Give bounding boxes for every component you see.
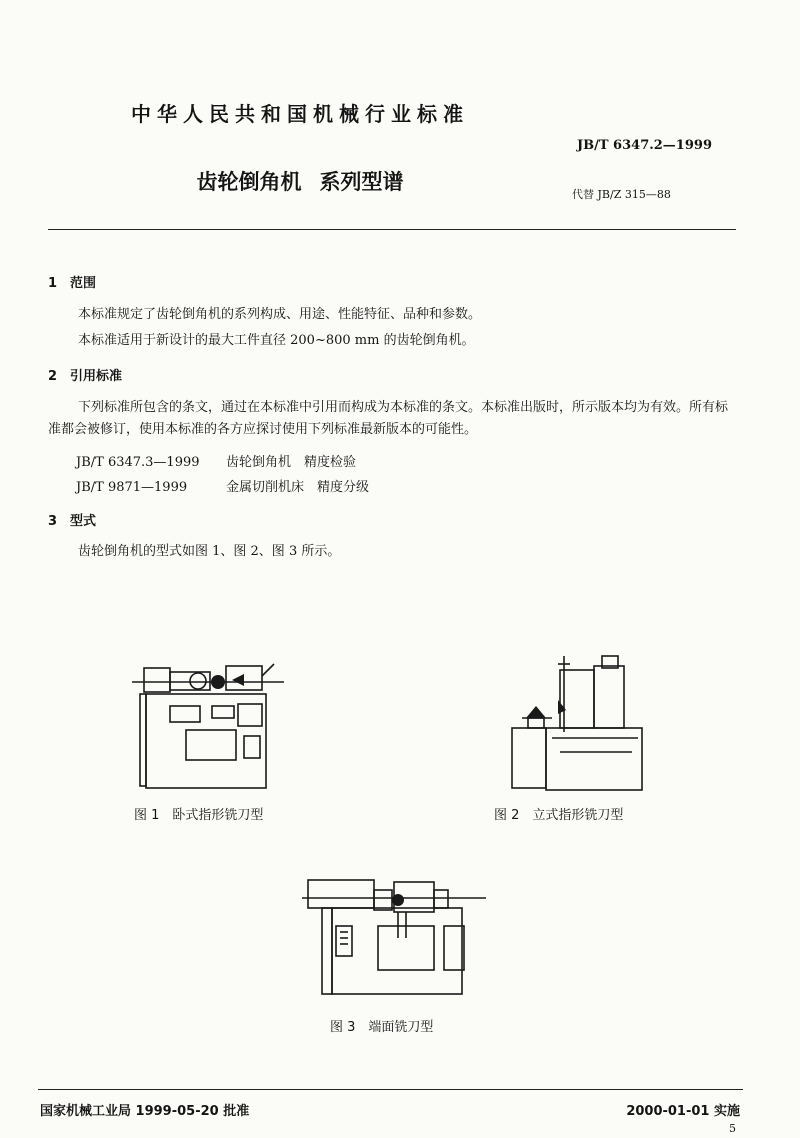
figure-3-label: 图 3	[330, 1020, 356, 1035]
effective-date: 2000-01-01 实施	[626, 1104, 740, 1119]
section-1-paragraph-2: 本标准适用于新设计的最大工件直径 200~800 mm 的齿轮倒角机。	[78, 333, 475, 348]
reference-title: 齿轮倒角机 精度检验	[226, 455, 357, 470]
figure-2-label: 图 2	[494, 808, 520, 823]
figure-2-title: 立式指形铣刀型	[532, 808, 624, 823]
reference-item	[76, 476, 369, 495]
figure-2-drawing	[502, 652, 652, 794]
document-title-part1: 齿轮倒角机	[196, 170, 302, 194]
figure-3-title: 端面铣刀型	[368, 1020, 434, 1035]
section-1-paragraph-1: 本标准规定了齿轮倒角机的系列构成、用途、性能特征、品种和参数。	[78, 307, 482, 322]
section-2-number: 2	[48, 369, 58, 384]
section-1-number: 1	[48, 276, 58, 291]
section-3-paragraph: 齿轮倒角机的型式如图 1、图 2、图 3 所示。	[78, 544, 341, 559]
page-number: 5	[729, 1122, 736, 1135]
reference-code: JB/T 6347.3—1999	[76, 455, 200, 470]
replaces-note: 代替 JB/Z 315—88	[572, 188, 671, 201]
section-2-heading	[48, 365, 122, 384]
document-title	[0, 166, 600, 196]
section-3-number: 3	[48, 514, 58, 529]
figure-1-drawing	[128, 656, 288, 794]
issuing-standard-title: 中华人民共和国机械行业标准	[131, 102, 469, 126]
reference-code: JB/T 9871—1999	[76, 480, 188, 495]
standard-code: JB/T 6347.2—1999	[576, 138, 712, 153]
figure-3-caption	[330, 1016, 433, 1035]
figure-2-caption	[494, 804, 623, 823]
reference-item	[76, 451, 356, 470]
header-divider	[48, 229, 736, 230]
figure-3-drawing	[300, 876, 490, 998]
section-2-paragraph: 下列标准所包含的条文，通过在本标准中引用而构成为本标准的条文。本标准出版时，所示版本均为有效。所有标准都会被修订，使用本标准的各方应探讨使用下列标准最新版本的可能性。	[48, 400, 729, 437]
section-3-title: 型式	[70, 514, 97, 529]
footer-divider	[38, 1089, 743, 1090]
figure-1-caption	[134, 804, 263, 823]
document-title-part2: 系列型谱	[319, 170, 404, 194]
section-1-title: 范围	[70, 276, 97, 291]
figure-1-title: 卧式指形铣刀型	[172, 808, 264, 823]
section-3-heading	[48, 510, 96, 529]
approval-note: 国家机械工业局 1999-05-20 批准	[40, 1104, 250, 1119]
section-1-heading	[48, 272, 96, 291]
reference-title: 金属切削机床 精度分级	[226, 480, 370, 495]
figure-1-label: 图 1	[134, 808, 160, 823]
section-2-title: 引用标准	[70, 369, 123, 384]
